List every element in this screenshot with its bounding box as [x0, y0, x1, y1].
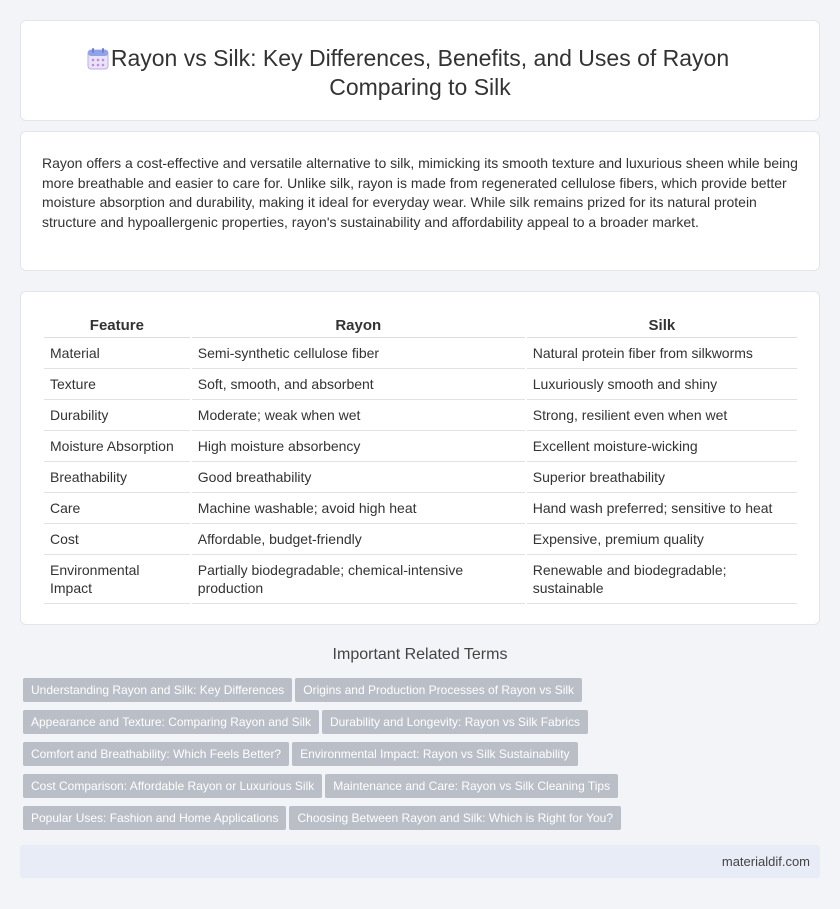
table-cell: Durability	[44, 400, 190, 431]
table-row	[44, 493, 797, 524]
related-term-link[interactable]: Appearance and Texture: Comparing Rayon and Silk	[23, 710, 319, 734]
table-cell: High moisture absorbency	[192, 431, 525, 462]
footer	[20, 845, 820, 878]
table-cell: Semi-synthetic cellulose fiber	[192, 338, 525, 369]
table-cell: Luxuriously smooth and shiny	[527, 369, 797, 400]
table-row	[44, 369, 797, 400]
table-cell: Breathability	[44, 462, 190, 493]
related-term-link[interactable]: Durability and Longevity: Rayon vs Silk Fabrics	[322, 710, 588, 734]
table-row	[44, 400, 797, 431]
table-row	[44, 338, 797, 369]
intro-paragraph: Rayon offers a cost-effective and versatile alternative to silk, mimicking its smooth texture and luxurious sheen while being more breathable and easier to care for. Unlike silk, rayon is made from regenerated cellulose fibers, which provide better moisture absorption and durability, making it ideal for everyday wear. While silk remains prized for its natural protein structure and hypoallergenic properties, rayon's sustainability and affordability appeal to a broader market.	[42, 155, 798, 230]
page-title-line-1: Rayon vs Silk: Key Differences, Benefits, and Uses of Rayon	[110, 45, 730, 71]
table-cell: Care	[44, 493, 190, 524]
table-cell: Partially biodegradable; chemical-intensive production	[192, 555, 525, 604]
table-cell: Expensive, premium quality	[527, 524, 797, 555]
related-term-link[interactable]: Maintenance and Care: Rayon vs Silk Cleaning Tips	[325, 774, 618, 798]
related-term-link[interactable]: Understanding Rayon and Silk: Key Differences	[23, 678, 292, 702]
related-term-link[interactable]: Choosing Between Rayon and Silk: Which is Right for You?	[289, 806, 621, 830]
table-cell: Moisture Absorption	[44, 431, 190, 462]
comparison-table-card	[20, 291, 820, 625]
header-silk: Silk	[527, 314, 797, 338]
related-terms-title: Important Related Terms	[332, 646, 508, 663]
table-row	[44, 555, 797, 604]
table-cell: Excellent moisture-wicking	[527, 431, 797, 462]
table-cell: Superior breathability	[527, 462, 797, 493]
table-cell: Machine washable; avoid high heat	[192, 493, 525, 524]
header-feature: Feature	[44, 314, 190, 338]
related-term-link[interactable]: Origins and Production Processes of Rayon vs Silk	[295, 678, 582, 702]
table-cell: Cost	[44, 524, 190, 555]
table-row	[44, 524, 797, 555]
related-terms-list	[23, 678, 823, 838]
table-cell: Strong, resilient even when wet	[527, 400, 797, 431]
related-term-link[interactable]: Comfort and Breathability: Which Feels Better?	[23, 742, 289, 766]
related-term-link[interactable]: Environmental Impact: Rayon vs Silk Sustainability	[292, 742, 577, 766]
footer-site-link[interactable]: materialdif.com	[721, 854, 810, 869]
table-cell: Soft, smooth, and absorbent	[192, 369, 525, 400]
table-cell: Moderate; weak when wet	[192, 400, 525, 431]
table-row	[44, 431, 797, 462]
comparison-table	[42, 314, 799, 604]
table-cell: Environmental Impact	[44, 555, 190, 604]
page-title-line-2: Comparing to Silk	[329, 74, 511, 100]
table-cell: Material	[44, 338, 190, 369]
table-cell: Natural protein fiber from silkworms	[527, 338, 797, 369]
table-cell: Renewable and biodegradable; sustainable	[527, 555, 797, 604]
header-card	[20, 20, 820, 121]
table-cell: Affordable, budget-friendly	[192, 524, 525, 555]
table-cell: Hand wash preferred; sensitive to heat	[527, 493, 797, 524]
table-row	[44, 462, 797, 493]
table-cell: Texture	[44, 369, 190, 400]
table-header-row	[44, 314, 797, 338]
related-term-link[interactable]: Cost Comparison: Affordable Rayon or Luxurious Silk	[23, 774, 322, 798]
page-title	[21, 44, 819, 102]
related-term-link[interactable]: Popular Uses: Fashion and Home Applications	[23, 806, 286, 830]
header-rayon: Rayon	[192, 314, 525, 338]
table-cell: Good breathability	[192, 462, 525, 493]
intro-card	[20, 131, 820, 271]
